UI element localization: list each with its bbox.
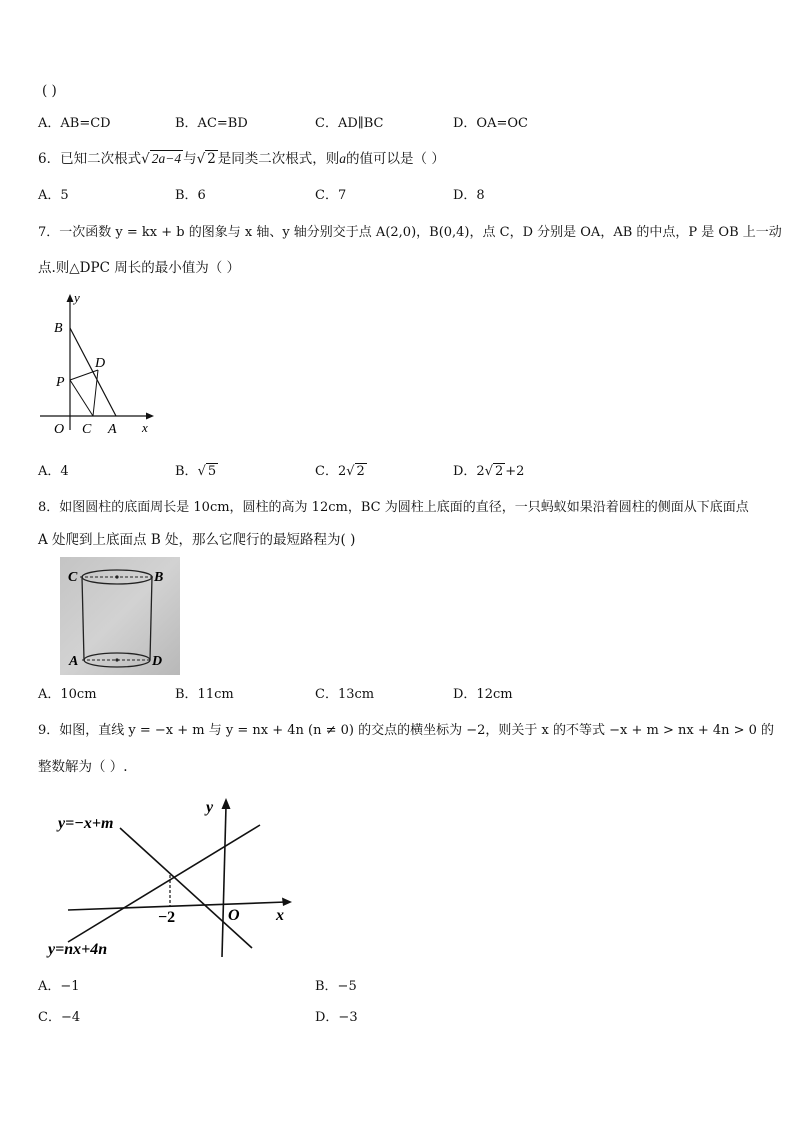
q8-option-c[interactable]: C．13cm	[315, 687, 375, 702]
q9-option-d[interactable]: D．−3	[315, 1010, 358, 1025]
q7-label-y: y	[74, 290, 80, 305]
q6-option-a[interactable]: A．5	[38, 188, 69, 203]
q8-figure	[60, 557, 180, 675]
q8-bottom-center	[115, 658, 118, 661]
q9-label-neg2: −2	[158, 909, 176, 926]
q6-option-b[interactable]: B．6	[175, 188, 206, 203]
q9-x-arrow	[282, 898, 292, 907]
q9-line-1: 9．如图，直线 y = −x + m 与 y = nx + 4n (n ≠ 0) 的交点的横坐标为 −2，则关于 x 的不等式 −x + m > nx + 4n > 0 的	[38, 723, 775, 738]
q9-x-axis	[68, 902, 286, 910]
q7-line-2: 点.则△DPC 周长的最小值为（ ）	[38, 260, 240, 276]
q9-y-arrow	[222, 798, 231, 809]
q6-end: 的值可以是（ ）	[346, 151, 445, 167]
q7-line-1: 7．一次函数 y = kx + b 的图象与 x 轴、y 轴分别交于点 A(2,0)，B(0,4)，点 C，D 分别是 OA，AB 的中点，P 是 OB 上一动	[38, 225, 782, 240]
q5-paren: ( )	[42, 83, 57, 99]
q6-suffix: 是同类二次根式，则	[217, 151, 340, 167]
q5-option-b[interactable]: B．AC=BD	[175, 116, 248, 131]
q9-line-neg	[120, 828, 252, 948]
q6-radical-2: √ 2	[196, 151, 216, 167]
q9-option-c[interactable]: C．−4	[38, 1010, 81, 1025]
q5-option-a[interactable]: A．AB=CD	[38, 116, 111, 131]
q9-label-o: O	[228, 907, 240, 924]
q9-option-a[interactable]: A．−1	[38, 979, 80, 994]
q7-option-d[interactable]: D．2√ 2 +2	[453, 464, 525, 479]
q8-option-a[interactable]: A．10cm	[38, 687, 97, 702]
q6-var: a	[339, 151, 347, 166]
q8-label-b: B	[154, 570, 164, 585]
q9-label-y: y	[206, 799, 214, 816]
q6-mid: 与	[183, 151, 197, 167]
q8-label-d: D	[152, 654, 163, 669]
q9-label-line2: y=nx+4n	[48, 941, 108, 958]
q9-figure	[40, 792, 300, 962]
q7-segment-pc	[70, 380, 93, 416]
q7-option-c[interactable]: C．2√ 2	[315, 464, 365, 479]
q7-segment-pd	[70, 370, 98, 380]
q9-option-b[interactable]: B．−5	[315, 979, 357, 994]
q7-label-d: D	[95, 356, 106, 371]
q7-label-c: C	[82, 422, 92, 437]
q7-label-x: x	[142, 420, 148, 435]
q6-option-d[interactable]: D．8	[453, 188, 485, 203]
q9-label-x: x	[276, 907, 284, 924]
q7-y-arrow	[67, 294, 74, 302]
q7-option-a[interactable]: A．4	[38, 464, 69, 479]
q8-label-a: A	[69, 654, 79, 669]
q7-label-o: O	[54, 422, 65, 437]
q7-label-a: A	[108, 422, 117, 437]
q5-option-d[interactable]: D．OA=OC	[453, 116, 528, 131]
q8-top-center	[115, 575, 118, 578]
q6-radical-1: √ 2a−4	[141, 151, 182, 167]
q8-label-c: C	[68, 570, 78, 585]
q6-question	[38, 150, 445, 168]
q8-option-d[interactable]: D．12cm	[453, 687, 513, 702]
q9-line-2: 整数解为（ ）.	[38, 759, 128, 775]
q7-x-arrow	[146, 413, 154, 420]
q7-option-b[interactable]: B．√ 5	[175, 464, 217, 479]
q7-figure	[38, 290, 168, 440]
q7-label-b: B	[54, 321, 63, 336]
q8-option-b[interactable]: B．11cm	[175, 687, 234, 702]
q8-line-2: A 处爬到上底面点 B 处，那么它爬行的最短路程为( )	[38, 532, 356, 548]
q9-label-line1: y=−x+m	[58, 815, 114, 832]
q7-label-p: P	[56, 375, 65, 390]
q9-y-axis	[222, 806, 226, 957]
q5-option-c[interactable]: C．AD∥BC	[315, 116, 384, 131]
q8-line-1: 8．如图圆柱的底面周长是 10cm，圆柱的高为 12cm，BC 为圆柱上底面的直径，一只蚂蚁如果沿着圆柱的侧面从下底面点	[38, 500, 749, 515]
q6-option-c[interactable]: C．7	[315, 188, 347, 203]
q6-prefix: 6．已知二次根式	[38, 151, 142, 167]
